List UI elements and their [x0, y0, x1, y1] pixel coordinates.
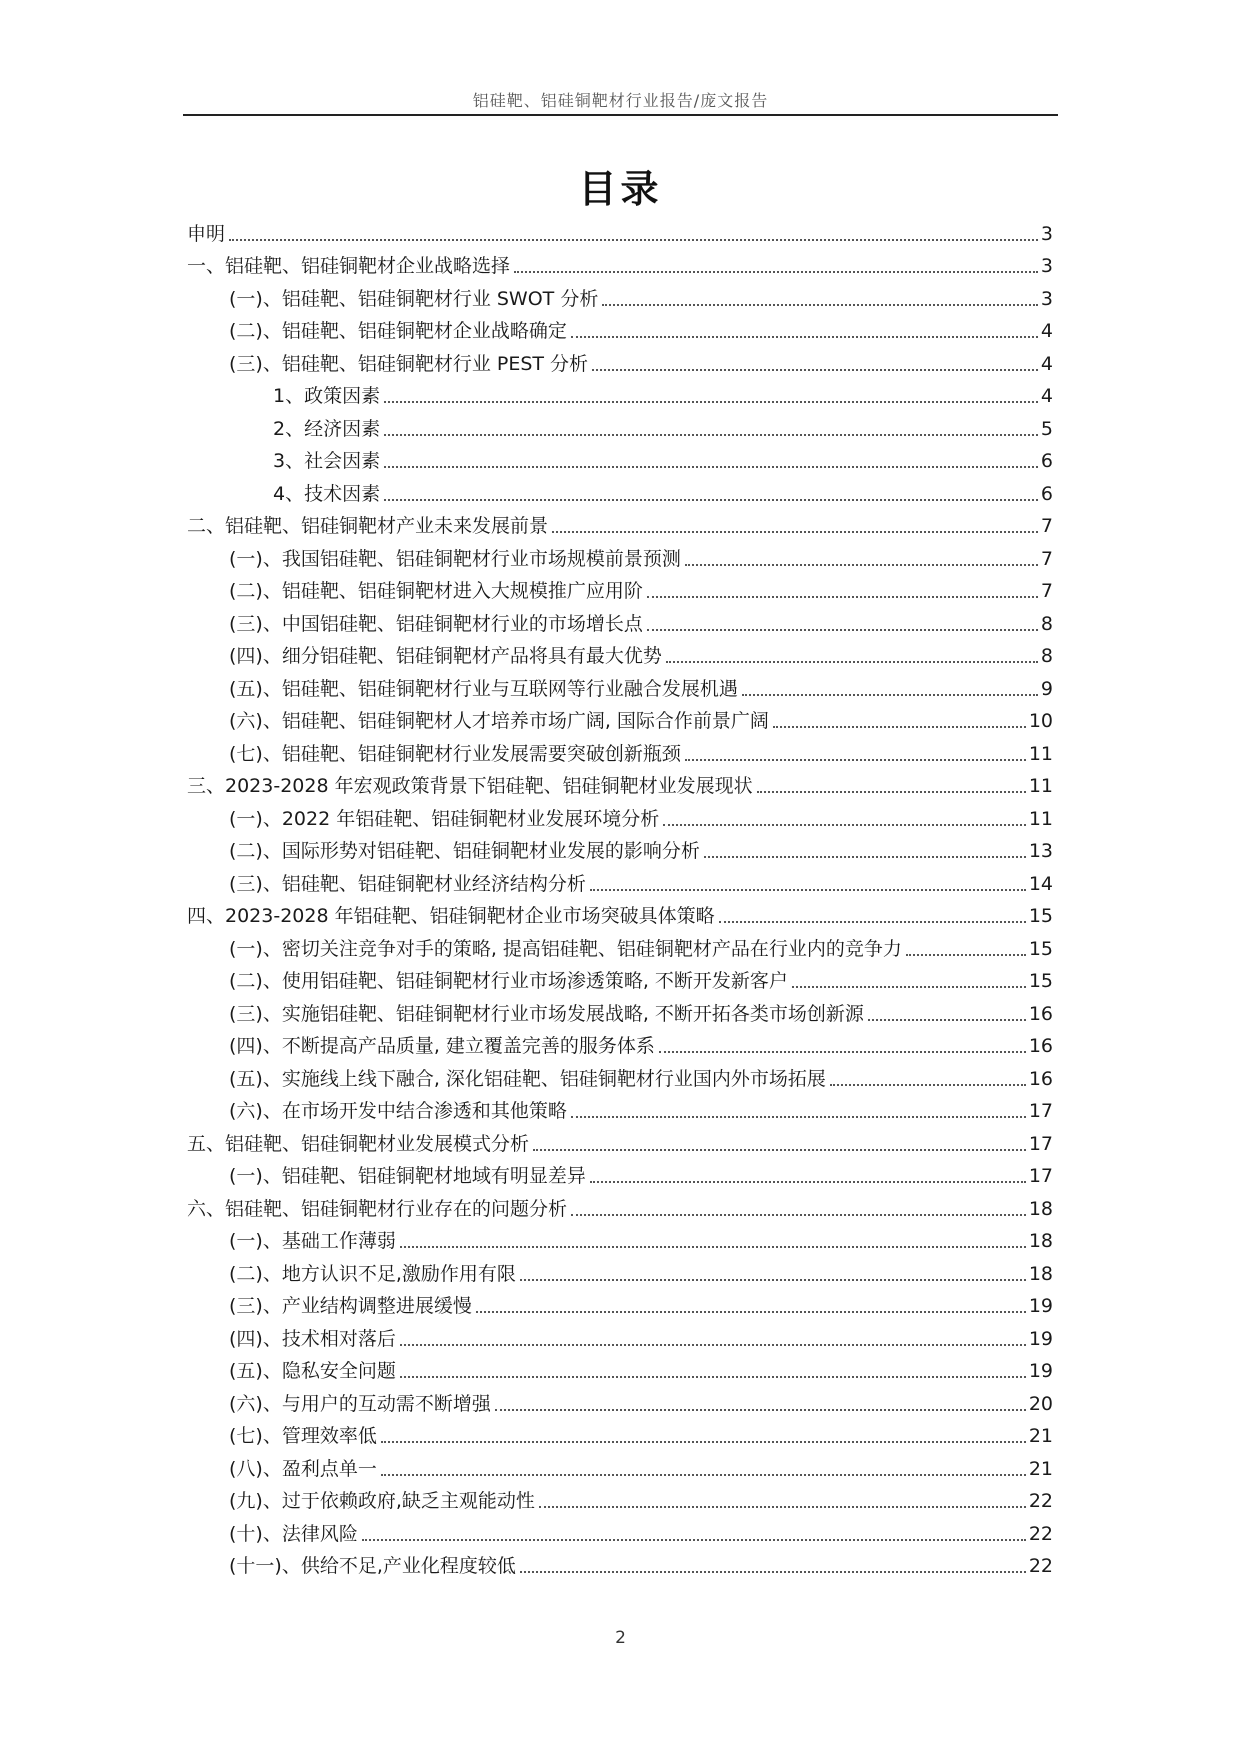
toc-entry-page: 16 — [1028, 1067, 1053, 1090]
toc-entry-page: 19 — [1028, 1295, 1053, 1317]
toc-entry[interactable] — [187, 442, 1053, 475]
toc-entry[interactable] — [187, 734, 1053, 767]
toc-entry-page: 22 — [1028, 1490, 1053, 1512]
running-header: 铝硅靶、铝硅铜靶材行业报告/庞文报告 — [472, 91, 769, 110]
toc-entry[interactable] — [187, 312, 1053, 345]
toc-entry-title: (三)、实施铝硅靶、铝硅铜靶材行业市场发展战略, 不断开拓各类市场创新源 — [229, 1002, 864, 1025]
toc-entry[interactable] — [187, 1059, 1053, 1092]
toc-entry-page: 18 — [1028, 1197, 1053, 1220]
toc-entry-page: 9 — [1040, 677, 1053, 700]
toc-entry[interactable] — [187, 409, 1053, 442]
toc-entry[interactable] — [187, 539, 1053, 572]
toc-entry[interactable] — [187, 1124, 1053, 1157]
dot-leader — [719, 921, 1026, 923]
dot-leader — [590, 889, 1026, 891]
toc-entry-title: (九)、过于依赖政府,缺乏主观能动性 — [229, 1490, 535, 1512]
toc-entry-page: 11 — [1028, 775, 1053, 797]
toc-entry-title: (八)、盈利点单一 — [229, 1457, 377, 1480]
toc-entry[interactable] — [187, 897, 1053, 930]
dot-leader — [685, 564, 1038, 566]
toc-entry-title: (五)、隐私安全问题 — [229, 1360, 396, 1382]
dot-leader — [571, 1116, 1026, 1118]
toc-entry[interactable] — [187, 1482, 1053, 1515]
header-divider — [183, 114, 1058, 116]
toc-entry[interactable] — [187, 1189, 1053, 1222]
dot-leader — [495, 1409, 1026, 1411]
toc-entry[interactable] — [187, 247, 1053, 280]
toc-entry[interactable] — [187, 1514, 1053, 1547]
toc-entry[interactable] — [187, 1417, 1053, 1450]
toc-entry-page: 3 — [1040, 287, 1053, 310]
dot-leader — [663, 824, 1026, 826]
toc-entry[interactable] — [187, 1319, 1053, 1352]
toc-entry-title: (四)、技术相对落后 — [229, 1327, 396, 1350]
toc-entry-page: 10 — [1028, 710, 1053, 732]
toc-entry[interactable] — [187, 1547, 1053, 1580]
toc-entry-title: 六、铝硅靶、铝硅铜靶材行业存在的问题分析 — [187, 1197, 568, 1220]
toc-entry-title: (三)、中国铝硅靶、铝硅铜靶材行业的市场增长点 — [229, 612, 643, 635]
toc-entry-page: 18 — [1028, 1262, 1053, 1285]
toc-entry[interactable] — [187, 799, 1053, 832]
toc-entry-page: 21 — [1028, 1425, 1053, 1447]
dot-leader — [381, 1474, 1026, 1476]
toc-entry-page: 22 — [1028, 1555, 1053, 1577]
toc-entry-title: (一)、基础工作薄弱 — [229, 1230, 396, 1252]
toc-entry[interactable] — [187, 1027, 1053, 1060]
toc-entry-page: 7 — [1040, 580, 1053, 602]
toc-entry-title: (二)、铝硅靶、铝硅铜靶材进入大规模推广应用阶 — [229, 580, 643, 602]
toc-entry-title: 三、2023-2028 年宏观政策背景下铝硅靶、铝硅铜靶材业发展现状 — [187, 775, 753, 797]
toc-entry[interactable] — [187, 864, 1053, 897]
toc-entry-title: (十)、法律风险 — [229, 1522, 358, 1545]
dot-leader — [868, 1019, 1026, 1021]
dot-leader — [742, 694, 1038, 696]
dot-leader — [384, 466, 1038, 468]
toc-entry-page: 13 — [1028, 840, 1053, 862]
dot-leader — [520, 1571, 1026, 1573]
toc-entry[interactable] — [187, 214, 1053, 247]
dot-leader — [539, 1506, 1026, 1508]
dot-leader — [400, 1344, 1026, 1346]
dot-leader — [552, 531, 1038, 533]
toc-entry-title: (五)、实施线上线下融合, 深化铝硅靶、铝硅铜靶材行业国内外市场拓展 — [229, 1067, 826, 1090]
toc-entry[interactable] — [187, 377, 1053, 410]
toc-entry-page: 11 — [1028, 807, 1053, 830]
toc-entry-title: (一)、2022 年铝硅靶、铝硅铜靶材业发展环境分析 — [229, 807, 660, 830]
dot-leader — [647, 629, 1038, 631]
toc-entry-page: 6 — [1040, 482, 1053, 505]
dot-leader — [666, 661, 1038, 663]
toc-entry-page: 15 — [1028, 937, 1053, 960]
dot-leader — [571, 336, 1038, 338]
toc-entry-page: 16 — [1028, 1035, 1053, 1057]
toc-entry[interactable] — [187, 702, 1053, 735]
dot-leader — [792, 986, 1026, 988]
toc-entry-title: (四)、不断提高产品质量, 建立覆盖完善的服务体系 — [229, 1035, 655, 1057]
toc-entry-title: 四、2023-2028 年铝硅靶、铝硅铜靶材企业市场突破具体策略 — [187, 905, 715, 927]
toc-entry-title: (七)、管理效率低 — [229, 1425, 377, 1447]
dot-leader — [533, 1149, 1026, 1151]
toc-entry[interactable] — [187, 637, 1053, 670]
toc-entry-title: (六)、铝硅靶、铝硅铜靶材人才培养市场广阔, 国际合作前景广阔 — [229, 710, 769, 732]
toc-entry-page: 21 — [1028, 1457, 1053, 1480]
toc-entry[interactable] — [187, 572, 1053, 605]
toc-entry-page: 19 — [1028, 1360, 1053, 1382]
toc-entry-title: 申明 — [187, 222, 226, 245]
dot-leader — [685, 759, 1026, 761]
toc-entry-page: 19 — [1028, 1327, 1053, 1350]
dot-leader — [514, 271, 1038, 273]
toc-entry-title: (六)、在市场开发中结合渗透和其他策略 — [229, 1100, 567, 1122]
dot-leader — [773, 726, 1026, 728]
toc-entry-title: (五)、铝硅靶、铝硅铜靶材行业与互联网等行业融合发展机遇 — [229, 677, 738, 700]
toc-entry[interactable] — [187, 832, 1053, 865]
toc-entry[interactable] — [187, 1157, 1053, 1190]
dot-leader — [400, 1246, 1026, 1248]
toc-entry[interactable] — [187, 1449, 1053, 1482]
toc-entry-page: 8 — [1040, 612, 1053, 635]
toc-entry-title: (六)、与用户的互动需不断增强 — [229, 1392, 491, 1415]
toc-entry[interactable] — [187, 604, 1053, 637]
toc-entry-page: 18 — [1028, 1230, 1053, 1252]
dot-leader — [757, 791, 1026, 793]
toc-entry-title: (二)、铝硅靶、铝硅铜靶材企业战略确定 — [229, 320, 567, 342]
dot-leader — [592, 369, 1038, 371]
toc-entry-page: 5 — [1040, 417, 1053, 440]
toc-entry[interactable] — [187, 669, 1053, 702]
toc-entry-title: 2、经济因素 — [273, 417, 381, 440]
toc-entry-page: 8 — [1040, 645, 1053, 667]
dot-leader — [381, 1441, 1026, 1443]
toc-entry-title: (二)、地方认识不足,激励作用有限 — [229, 1262, 516, 1285]
dot-leader — [590, 1181, 1026, 1183]
dot-leader — [647, 596, 1038, 598]
dot-leader — [229, 239, 1038, 241]
toc-entry-title: (一)、铝硅靶、铝硅铜靶材行业 SWOT 分析 — [229, 287, 599, 310]
dot-leader — [384, 434, 1038, 436]
toc-entry-page: 20 — [1028, 1392, 1053, 1415]
dot-leader — [602, 304, 1038, 306]
dot-leader — [659, 1051, 1026, 1053]
toc-entry-page: 3 — [1040, 255, 1053, 277]
toc-entry-title: (一)、我国铝硅靶、铝硅铜靶材行业市场规模前景预测 — [229, 547, 681, 570]
dot-leader — [384, 401, 1038, 403]
table-of-contents — [187, 214, 1053, 1579]
toc-entry[interactable] — [187, 1384, 1053, 1417]
dot-leader — [906, 954, 1026, 956]
toc-entry[interactable] — [187, 474, 1053, 507]
toc-entry[interactable] — [187, 929, 1053, 962]
toc-entry-title: (十一)、供给不足,产业化程度较低 — [229, 1555, 516, 1577]
toc-entry-title: (三)、铝硅靶、铝硅铜靶材业经济结构分析 — [229, 872, 586, 895]
dot-leader — [830, 1084, 1026, 1086]
page-number: 2 — [615, 1628, 626, 1648]
toc-entry-title: 1、政策因素 — [273, 385, 381, 407]
dot-leader — [476, 1311, 1026, 1313]
toc-entry-title: 五、铝硅靶、铝硅铜靶材业发展模式分析 — [187, 1132, 530, 1155]
toc-entry[interactable] — [187, 962, 1053, 995]
toc-entry-title: (二)、国际形势对铝硅靶、铝硅铜靶材业发展的影响分析 — [229, 840, 700, 862]
toc-title: 目录 — [578, 167, 663, 211]
toc-entry-title: (四)、细分铝硅靶、铝硅铜靶材产品将具有最大优势 — [229, 645, 662, 667]
toc-entry-page: 7 — [1040, 547, 1053, 570]
toc-entry-title: (七)、铝硅靶、铝硅铜靶材行业发展需要突破创新瓶颈 — [229, 742, 681, 765]
toc-entry-page: 17 — [1028, 1165, 1053, 1187]
toc-entry-page: 17 — [1028, 1132, 1053, 1155]
dot-leader — [520, 1279, 1026, 1281]
toc-entry[interactable] — [187, 1092, 1053, 1125]
toc-entry[interactable] — [187, 507, 1053, 540]
toc-entry[interactable] — [187, 994, 1053, 1027]
toc-entry-title: (三)、产业结构调整进展缓慢 — [229, 1295, 472, 1317]
toc-entry-page: 4 — [1040, 385, 1053, 407]
toc-entry-page: 11 — [1028, 742, 1053, 765]
toc-entry[interactable] — [187, 279, 1053, 312]
toc-entry-page: 15 — [1028, 905, 1053, 927]
toc-entry[interactable] — [187, 1352, 1053, 1385]
toc-entry[interactable] — [187, 767, 1053, 800]
toc-entry-title: 4、技术因素 — [273, 482, 381, 505]
toc-entry[interactable] — [187, 344, 1053, 377]
toc-entry[interactable] — [187, 1254, 1053, 1287]
toc-entry-page: 22 — [1028, 1522, 1053, 1545]
dot-leader — [362, 1539, 1026, 1541]
dot-leader — [384, 499, 1038, 501]
toc-entry-title: (一)、密切关注竞争对手的策略, 提高铝硅靶、铝硅铜靶材产品在行业内的竞争力 — [229, 937, 902, 960]
toc-entry-page: 16 — [1028, 1002, 1053, 1025]
toc-entry-title: 3、社会因素 — [273, 450, 381, 472]
dot-leader — [571, 1214, 1026, 1216]
dot-leader — [704, 856, 1026, 858]
toc-entry[interactable] — [187, 1222, 1053, 1255]
dot-leader — [400, 1376, 1026, 1378]
toc-entry[interactable] — [187, 1287, 1053, 1320]
toc-entry-page: 15 — [1028, 970, 1053, 992]
toc-entry-title: 一、铝硅靶、铝硅铜靶材企业战略选择 — [187, 255, 511, 277]
toc-entry-page: 17 — [1028, 1100, 1053, 1122]
toc-entry-page: 3 — [1040, 222, 1053, 245]
toc-entry-title: 二、铝硅靶、铝硅铜靶材产业未来发展前景 — [187, 515, 549, 537]
toc-entry-page: 4 — [1040, 320, 1053, 342]
toc-entry-page: 6 — [1040, 450, 1053, 472]
toc-entry-page: 4 — [1040, 352, 1053, 375]
toc-entry-page: 14 — [1028, 872, 1053, 895]
toc-entry-title: (三)、铝硅靶、铝硅铜靶材行业 PEST 分析 — [229, 352, 589, 375]
toc-entry-title: (二)、使用铝硅靶、铝硅铜靶材行业市场渗透策略, 不断开发新客户 — [229, 970, 788, 992]
toc-entry-page: 7 — [1040, 515, 1053, 537]
toc-entry-title: (一)、铝硅靶、铝硅铜靶材地域有明显差异 — [229, 1165, 586, 1187]
